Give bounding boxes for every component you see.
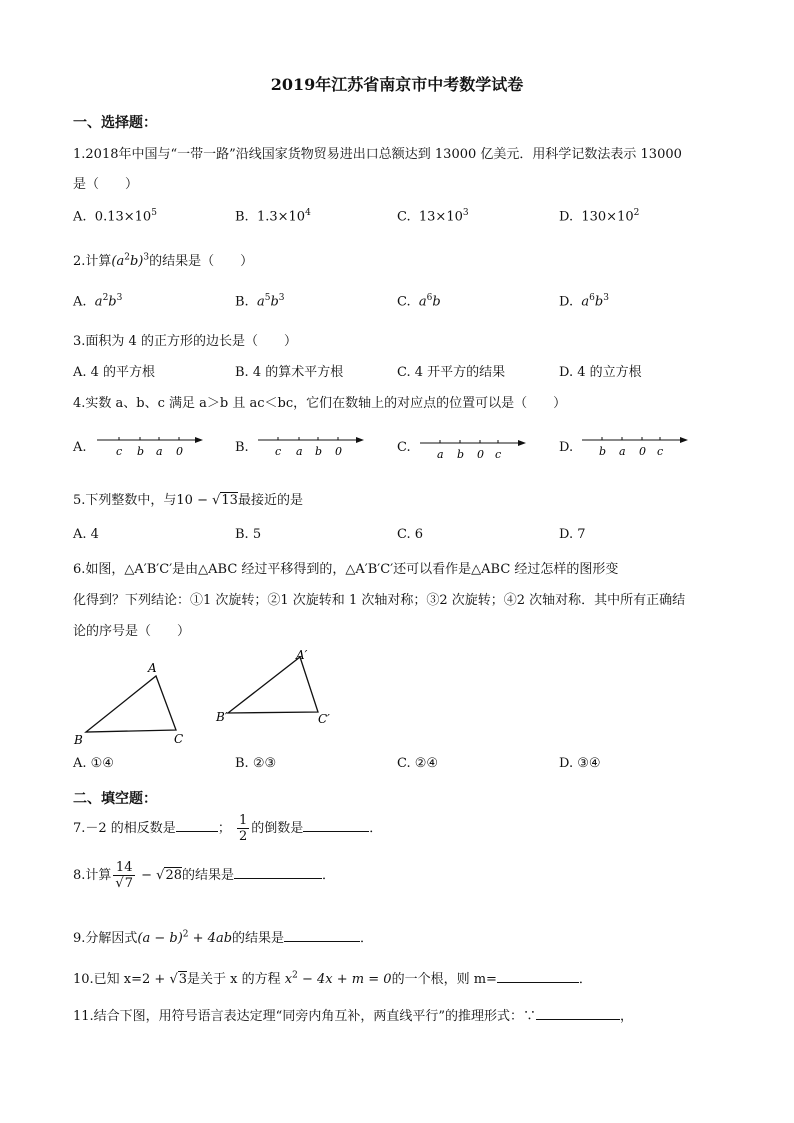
q10-stem: 10.已知 x=2 + √3是关于 x 的方程 $x^2 - 4x + m = 0$的一个根，则 m= ． bbox=[73, 970, 592, 987]
q4-option-d-number-line bbox=[580, 430, 695, 460]
q4d-point-1: b bbox=[599, 445, 607, 458]
q5-option-d[interactable]: D. 7 bbox=[559, 527, 586, 542]
q4b-point-1: c bbox=[275, 445, 282, 458]
q4b-point-4: 0 bbox=[335, 445, 342, 458]
q4-option-c-label[interactable]: C. bbox=[397, 440, 411, 455]
q4-option-b-number-line bbox=[256, 430, 371, 460]
q4c-point-4: c bbox=[495, 448, 502, 461]
q3-stem: 3.面积为 4 的正方形的边长是（ ） bbox=[73, 334, 297, 349]
q5-option-c[interactable]: C. 6 bbox=[397, 527, 424, 542]
q2-option-c[interactable]: C. $a^6b$ bbox=[397, 293, 441, 310]
q9-stem: 9.分解因式$(a - b)^2 + 4ab$的结果是 ． bbox=[73, 929, 374, 946]
q3-option-b[interactable]: B. 4 的算术平方根 bbox=[235, 365, 344, 380]
q1-option-c[interactable]: C. $13\times 10^3$ bbox=[397, 208, 469, 225]
q4a-point-4: 0 bbox=[176, 445, 183, 458]
q1-stem-line1: 1.2018年中国与“一带一路”沿线国家货物贸易进出口总额达到 13000 亿美元．用科学记数法表示 13000 bbox=[73, 147, 682, 162]
q5-stem: 5.下列整数中，与10 − √13最接近的是 bbox=[73, 493, 303, 508]
q4c-point-1: a bbox=[437, 448, 444, 461]
q6-stem-line1: 6.如图，△A′B′C′是由△ABC 经过平移得到的，△A′B′C′还可以看作是△ABC 经过怎样的图形变 bbox=[73, 562, 619, 577]
q4-option-c-number-line bbox=[418, 433, 533, 463]
q7-stem: 7.－2 的相反数是 ； $\frac{1}{2}$ 的倒数是 ． bbox=[73, 813, 383, 844]
q6-stem-line2: 化得到？下列结论：①1 次旋转；②1 次旋转和 1 次轴对称；③2 次旋转；④2 次轴对称．其中所有正确结 bbox=[73, 593, 686, 608]
q6-stem-line3: 论的序号是（ ） bbox=[73, 624, 191, 639]
tri-abc-label-a: A bbox=[148, 661, 157, 675]
q6-option-d[interactable]: D. ③④ bbox=[559, 756, 601, 771]
q10-blank[interactable] bbox=[497, 969, 579, 983]
q3-option-d[interactable]: D. 4 的立方根 bbox=[559, 365, 642, 380]
q3-option-a[interactable]: A. 4 的平方根 bbox=[73, 365, 156, 380]
q6-option-c[interactable]: C. ②④ bbox=[397, 756, 439, 771]
tri-abc-prime-label-a: A′ bbox=[296, 648, 308, 662]
q4d-point-2: a bbox=[619, 445, 626, 458]
tri-abc-label-c: C bbox=[174, 732, 184, 746]
q1-option-b[interactable]: B. $1.3\times 10^4$ bbox=[235, 208, 311, 225]
q7-blank-1[interactable] bbox=[176, 818, 218, 832]
q6-option-a[interactable]: A. ①④ bbox=[73, 756, 114, 771]
q4d-point-4: c bbox=[657, 445, 664, 458]
tri-abc-prime-label-c: C′ bbox=[318, 712, 330, 726]
q4-option-a-number-line bbox=[95, 430, 210, 460]
q4c-point-2: b bbox=[457, 448, 465, 461]
q6-option-b[interactable]: B. ②③ bbox=[235, 756, 277, 771]
tri-abc-prime-label-b: B′ bbox=[216, 710, 228, 724]
q4a-point-2: b bbox=[137, 445, 145, 458]
q4-option-d-label[interactable]: D. bbox=[559, 440, 574, 455]
q4d-point-3: 0 bbox=[639, 445, 646, 458]
q1-stem-line2: 是（ ） bbox=[73, 177, 139, 192]
q4a-point-3: a bbox=[156, 445, 163, 458]
tri-abc-label-b: B bbox=[74, 733, 83, 747]
q4b-point-3: b bbox=[315, 445, 323, 458]
q8-stem: 8.计算 $\frac{14}{√7}$ − √28的结果是 ． bbox=[73, 860, 336, 891]
q11-stem: 11.结合下图，用符号语言表达定理“同旁内角互补，两直线平行”的推理形式：∵ ， bbox=[73, 1005, 633, 1024]
q2-option-b[interactable]: B. $a^5b^3$ bbox=[235, 293, 285, 310]
q7-fraction: $\frac{1}{2}$ bbox=[238, 813, 248, 844]
q3-option-c[interactable]: C. 4 开平方的结果 bbox=[397, 365, 506, 380]
q8-fraction: $\frac{14}{√7}$ bbox=[115, 860, 133, 891]
paper-title: 2019年江苏省南京市中考数学试卷 bbox=[270, 75, 524, 94]
q4-option-a-label[interactable]: A. bbox=[73, 440, 87, 455]
section-fill-heading: 二、填空题： bbox=[73, 791, 157, 807]
q2-option-a[interactable]: A. $a^2b^3$ bbox=[73, 293, 123, 310]
q8-blank[interactable] bbox=[234, 865, 322, 879]
q7-blank-2[interactable] bbox=[303, 818, 369, 832]
q4a-point-1: c bbox=[116, 445, 123, 458]
q1-option-a[interactable]: A. $0.13\times 10^5$ bbox=[73, 208, 157, 225]
q1-option-d[interactable]: D. $130\times 10^2$ bbox=[559, 208, 640, 225]
q11-blank[interactable] bbox=[536, 1006, 620, 1020]
q5-option-a[interactable]: A. 4 bbox=[73, 527, 99, 542]
q6-triangle-abc-prime bbox=[212, 645, 342, 730]
q4-stem: 4.实数 a、b、c 满足 a＞b 且 ac＜bc，它们在数轴上的对应点的位置可以是（ ） bbox=[73, 396, 567, 411]
section-choice-heading: 一、选择题： bbox=[73, 115, 157, 131]
q4c-point-3: 0 bbox=[477, 448, 484, 461]
q2-option-d[interactable]: D. $a^6b^3$ bbox=[559, 293, 609, 310]
q2-stem: 2.计算$(a^2b)^3$的结果是（ ） bbox=[73, 252, 254, 269]
q5-option-b[interactable]: B. 5 bbox=[235, 527, 262, 542]
q6-triangle-abc bbox=[70, 655, 200, 747]
q4-option-b-label[interactable]: B. bbox=[235, 440, 249, 455]
q9-blank[interactable] bbox=[284, 928, 360, 942]
q4b-point-2: a bbox=[296, 445, 303, 458]
